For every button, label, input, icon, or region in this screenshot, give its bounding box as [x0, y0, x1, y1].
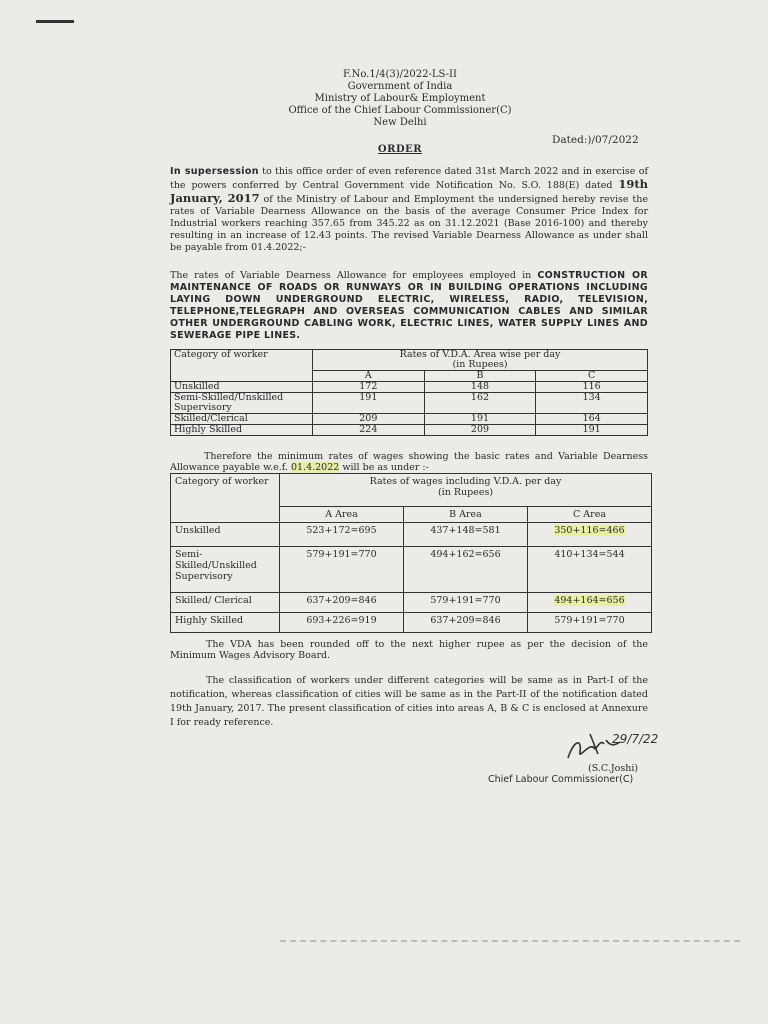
t1-val: 191 [536, 425, 648, 436]
letterhead [200, 69, 600, 129]
t2-col-header: Category of worker [171, 474, 280, 523]
t1-val: 224 [313, 425, 425, 436]
t1-rates-sub: (in Rupees) [452, 359, 508, 370]
t1-rates-header [313, 350, 648, 371]
p5-text: The classification of workers under different categories will be same as in Part-I of the notification, whereas classification of cities will be same as in the Part-II of the notification dated 19th January, 2017. The present classification of cities into areas A, B & C is enclosed at Annexure I for ready reference. [170, 675, 648, 728]
t1-area-a: A [313, 371, 425, 382]
p3-date: 01.4.2022 [290, 462, 340, 473]
t1-val: 209 [424, 425, 536, 436]
t2-rates-header [280, 474, 652, 507]
table-row [171, 523, 652, 547]
t1-val: 209 [313, 414, 425, 425]
t1-cat: Skilled/Clerical [171, 414, 313, 425]
p2-text-a: The rates of Variable Dearness Allowance for employees employed in [170, 270, 538, 281]
ministry-name: Ministry of Labour& Employment [314, 93, 486, 104]
table-row [171, 425, 648, 436]
order-title: ORDER [377, 144, 423, 155]
t1-val: 191 [313, 393, 425, 414]
t2-val: 523+172=695 [280, 523, 404, 547]
margin-mark [36, 20, 74, 23]
t1-cat: Semi-Skilled/Unskilled Supervisory [171, 393, 313, 414]
p1-text-a: to this office order of even reference dated 31st March 2022 and in exercise of the powers conferred by Central Government vide Notification No. S.O. 188(E) dated [170, 166, 649, 191]
t1-val: 172 [313, 382, 425, 393]
t2-val: 579+191=770 [280, 547, 404, 593]
t2-val: 637+209=846 [280, 593, 404, 613]
t1-val: 162 [424, 393, 536, 414]
t2-val: 494+162=656 [404, 547, 528, 593]
p1-bold-date: 19th January, 2017 [170, 177, 648, 205]
t2-val: 579+191=770 [528, 613, 652, 633]
t1-val: 148 [424, 382, 536, 393]
t2-rates-sub: (in Rupees) [437, 487, 494, 498]
table-row [171, 382, 648, 393]
t2-val: 637+209=846 [404, 613, 528, 633]
file-number: F.No.1/4(3)/2022-LS-II [343, 69, 457, 80]
t1-col-header: Category of worker [171, 350, 313, 382]
t1-area-c: C [536, 371, 648, 382]
p2-bold: CONSTRUCTION OR MAINTENANCE OF ROADS OR RUNWAYS OR IN BUILDING OPERATIONS INCLUDING LAYING DOWN UNDERGROUND ELECTRIC, WIRELESS, RADIO, TELEVISION, TELEPHONE,TELEGRAPH AND OVERSEAS COMMUNICATION CABLES AND SIMILAR OTHER UNDERGROUND CABLING WORK, ELECTRIC LINES, WATER SUPPLY LINES AND SEWERAGE PIPE LINES. [170, 270, 649, 341]
t2-val: 693+226=919 [280, 613, 404, 633]
office-name: Office of the Chief Labour Commissioner(C) [288, 105, 512, 116]
t1-val: 116 [536, 382, 648, 393]
t2-val [528, 523, 652, 547]
wage-rates-table [170, 473, 652, 633]
p1-text-b: of the Ministry of Labour and Employment the undersigned hereby revise the rates of Variable Dearness Allowance on the basis of the average Consumer Price Index for Industrial workers reaching 357.65 from 345.22 as on 31.12.2021 (Base 2016-100) and thereby resulting in an increase of 12.43 points. The revised Variable Dearness Allowance as under shall be payable from 01.4.2022;- [170, 194, 648, 253]
p3-text-b: will be as under :- [339, 462, 429, 473]
t2-cat: Highly Skilled [171, 613, 280, 633]
t1-cat: Highly Skilled [171, 425, 313, 436]
t1-cat: Unskilled [171, 382, 313, 393]
t2-val-highlight: 494+164=656 [554, 595, 625, 606]
scan-artifact-line [280, 940, 740, 942]
t2-cat: Skilled/ Clerical [171, 593, 280, 613]
t2-val [528, 593, 652, 613]
table-row [171, 414, 648, 425]
paragraph-classification [170, 674, 648, 730]
t2-cat: Unskilled [171, 523, 280, 547]
paragraph-vda-scope [170, 270, 648, 342]
signature-date: 29/7/22 [612, 732, 659, 746]
t1-val: 164 [536, 414, 648, 425]
t2-area-c: C Area [528, 507, 652, 523]
order-date: Dated:)/07/2022 [552, 134, 639, 146]
paragraph-supersession [170, 166, 648, 254]
paragraph-minimum-rates [170, 451, 648, 473]
t2-area-a: A Area [280, 507, 404, 523]
t2-rates-title: Rates of wages including V.D.A. per day [369, 476, 562, 487]
table-row [171, 393, 648, 414]
signatory-title: Chief Labour Commissioner(C) [488, 774, 634, 785]
t2-val: 437+148=581 [404, 523, 528, 547]
table-row [171, 593, 652, 613]
table-row [171, 547, 652, 593]
t1-val: 134 [536, 393, 648, 414]
t2-val: 410+134=544 [528, 547, 652, 593]
signatory-name: (S.C.Joshi) [588, 763, 639, 774]
paragraph-rounding [170, 639, 648, 661]
t2-area-b: B Area [404, 507, 528, 523]
city-name: New Delhi [373, 117, 427, 128]
t2-val-highlight: 350+116=466 [554, 525, 625, 536]
t1-area-b: B [424, 371, 536, 382]
t2-cat: Semi-Skilled/Unskilled Supervisory [171, 547, 280, 593]
government-name: Government of India [347, 81, 453, 92]
p4-text: The VDA has been rounded off to the next higher rupee as per the decision of the Minimum Wages Advisory Board. [170, 639, 648, 661]
t2-val: 579+191=770 [404, 593, 528, 613]
vda-rates-table [170, 349, 648, 436]
t1-rates-title: Rates of V.D.A. Area wise per day [399, 349, 561, 360]
lead-bold: In supersession [170, 166, 259, 177]
p3-text-a: Therefore the minimum rates of wages showing the basic rates and Variable Dearness Allowance payable w.e.f. [170, 451, 648, 473]
t1-val: 191 [424, 414, 536, 425]
table-row [171, 613, 652, 633]
